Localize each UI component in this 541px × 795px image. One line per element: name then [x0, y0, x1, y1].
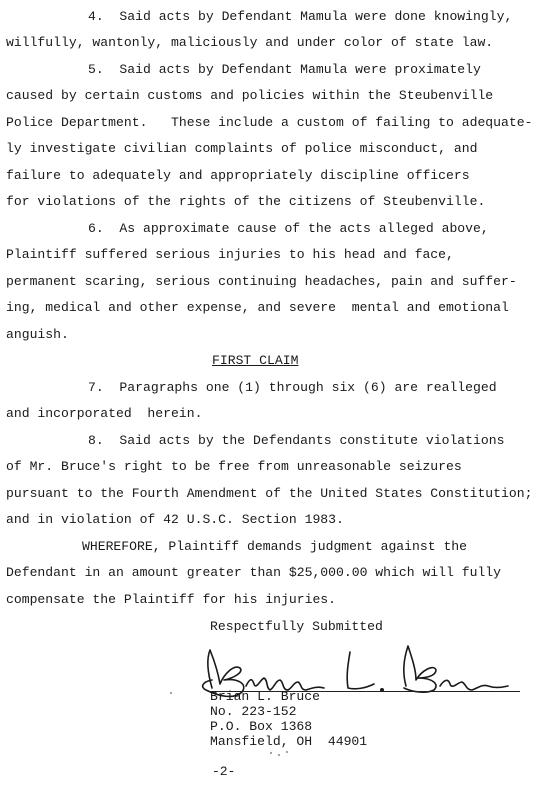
paragraph-5-line-5: failure to adequately and appropriately discipline officers: [6, 168, 470, 183]
signer-city: Mansfield, OH 44901: [210, 734, 368, 749]
wherefore-line-2: Defendant in an amount greater than $25,000.00 which will fully: [6, 565, 502, 580]
scan-speck: [286, 751, 288, 753]
paragraph-6-line-3: permanent scaring, serious continuing headaches, pain and suffer-: [6, 274, 517, 289]
page-number: -2-: [212, 764, 236, 779]
paragraph-6-line-5: anguish.: [6, 327, 69, 342]
paragraph-6-line-4: ing, medical and other expense, and severe mental and emotional: [6, 300, 509, 315]
wherefore-line-1: WHEREFORE, Plaintiff demands judgment against the: [82, 539, 468, 554]
scan-speck: [278, 754, 280, 756]
scan-speck: [170, 692, 172, 694]
paragraph-5-line-6: for violations of the rights of the citizens of Steubenville.: [6, 194, 486, 209]
paragraph-4-line-1: 4. Said acts by Defendant Mamula were done knowingly,: [88, 9, 513, 24]
paragraph-5-line-3: Police Department. These include a custom of failing to adequate-: [6, 115, 533, 130]
paragraph-8-line-4: and in violation of 42 U.S.C. Section 1983.: [6, 512, 344, 527]
paragraph-7-line-1: 7. Paragraphs one (1) through six (6) are realleged: [88, 380, 497, 395]
paragraph-8-line-1: 8. Said acts by the Defendants constitute violations: [88, 433, 505, 448]
paragraph-6-line-1: 6. As approximate cause of the acts alleged above,: [88, 221, 489, 236]
paragraph-6-line-2: Plaintiff suffered serious injuries to his head and face,: [6, 247, 454, 262]
paragraph-7-line-2: and incorporated herein.: [6, 406, 203, 421]
wherefore-line-3: compensate the Plaintiff for his injuries.: [6, 592, 337, 607]
paragraph-4-line-2: willfully, wantonly, maliciously and under color of state law.: [6, 35, 494, 50]
signer-name: Brian L. Bruce: [210, 689, 321, 704]
paragraph-8-line-2: of Mr. Bruce's right to be free from unreasonable seizures: [6, 459, 462, 474]
paragraph-5-line-4: ly investigate civilian complaints of police misconduct, and: [6, 141, 478, 156]
signer-po-box: P.O. Box 1368: [210, 719, 313, 734]
paragraph-5-line-1: 5. Said acts by Defendant Mamula were proximately: [88, 62, 481, 77]
signer-number: No. 223-152: [210, 704, 297, 719]
paragraph-8-line-3: pursuant to the Fourth Amendment of the United States Constitution;: [6, 486, 533, 501]
closing-text: Respectfully Submitted: [210, 619, 383, 634]
first-claim-heading: FIRST CLAIM: [212, 353, 299, 368]
paragraph-5-line-2: caused by certain customs and policies within the Steubenville: [6, 88, 494, 103]
scan-speck: [270, 752, 272, 754]
